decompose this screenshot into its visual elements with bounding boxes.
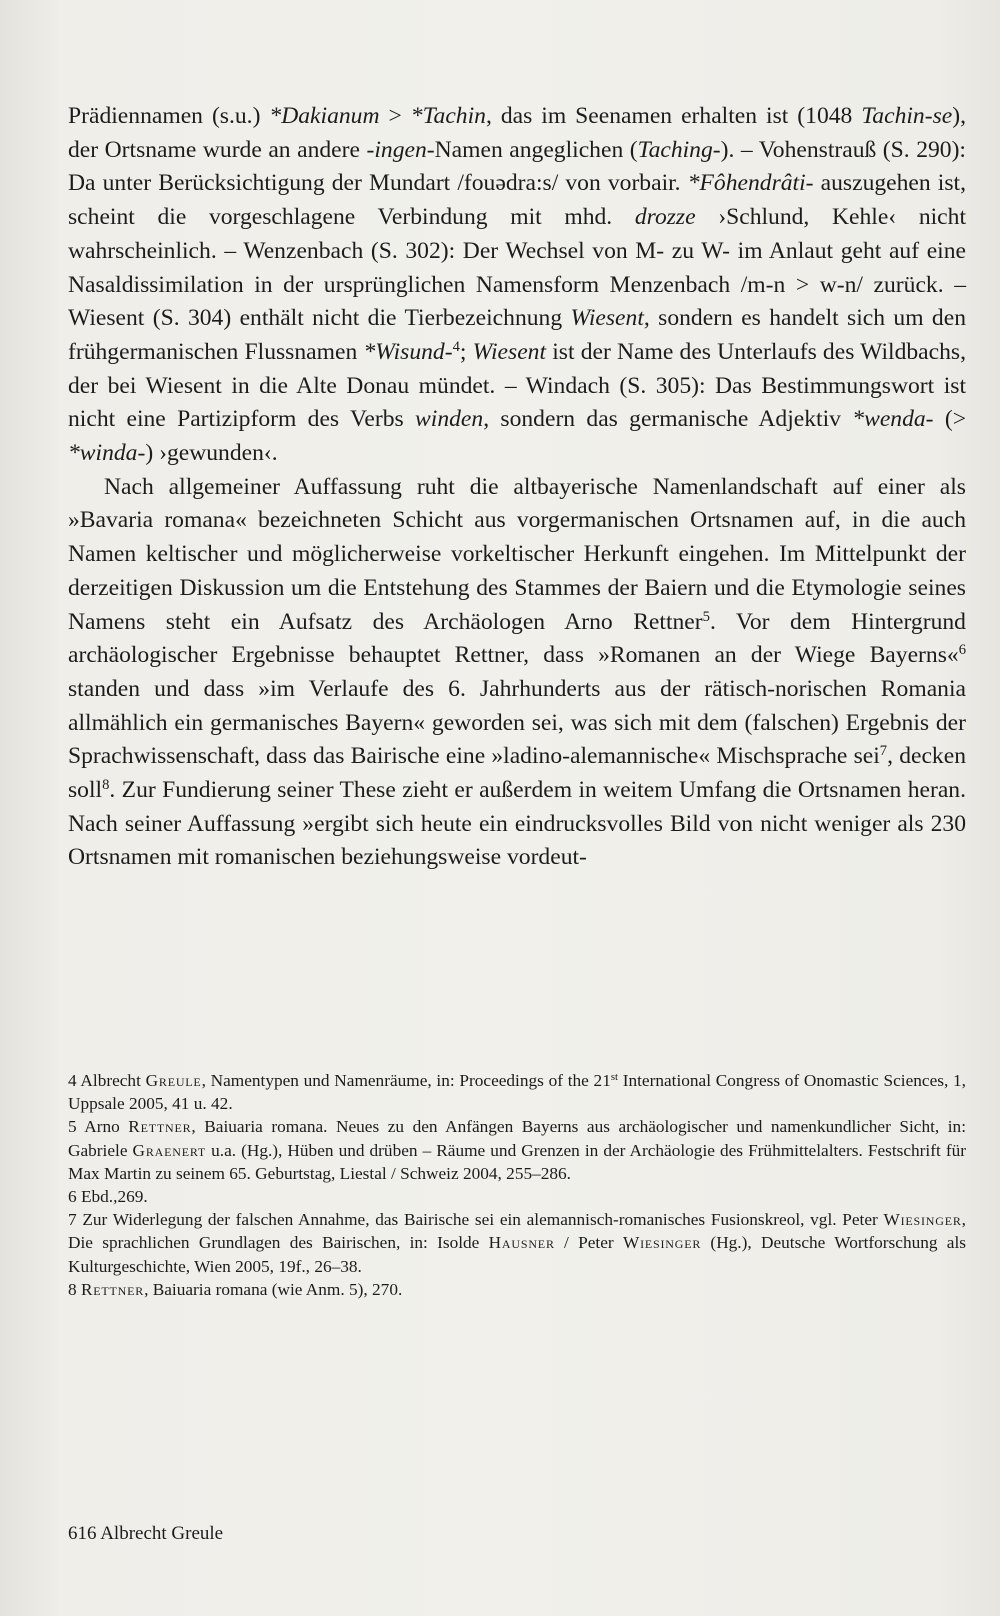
- text-run: >: [379, 103, 411, 129]
- text-run: 7 Zur Widerlegung der falschen Annahme, das Bairische sei ein alemannisch-romanisches Fusionskreol, vgl. Peter: [68, 1210, 884, 1230]
- ordinal-suffix: st: [610, 1071, 618, 1084]
- footnote-ref-5: 5: [702, 608, 710, 625]
- author-name: Wiesinger: [622, 1233, 702, 1253]
- main-text: [68, 100, 966, 875]
- text-run: u.a. (Hg.), Hüben und drüben – Räume und Grenzen in der Archäologie des Frühmittelalters. Festschrift für Max Martin zu seinem 65. Geburtstag, Liestal / Schweiz 2004, 255–286.: [68, 1140, 966, 1183]
- text-run: ›Schlund, Kehle‹ nicht wahrscheinlich. – Wenzenbach (S. 302): Der Wechsel von M- zu W- im Anlaut geht auf eine Nasaldissimilation in der ursprünglichen Namensform Menzenbach /m-n > w-n/ zurück. – Wiesent (S. 304) enthält nicht die Tierbezeichnung: [68, 204, 967, 332]
- italic-term: Tachin-se: [861, 103, 953, 129]
- paragraph-2: [68, 471, 966, 875]
- author-name: Greule: [145, 1071, 202, 1090]
- text-run: ), der Ortsname wurde an andere: [68, 103, 966, 163]
- text-run: 8: [68, 1279, 81, 1299]
- text-run: , das im Seenamen erhalten ist (1048: [485, 103, 862, 129]
- text-run: , sondern es handelt sich um den frühgermanischen Flussnamen: [68, 305, 966, 365]
- italic-term: *winda-: [68, 440, 146, 467]
- text-run: ;: [459, 338, 473, 365]
- italic-term: *Tachin: [410, 103, 486, 129]
- italic-term: Wiesent: [570, 305, 644, 332]
- author-name: Rettner: [128, 1117, 192, 1137]
- text-run: International Congress of Onomastic Sciences, 1, Uppsale 2005, 41 u. 42.: [68, 1071, 966, 1114]
- text-run: standen und dass »im Verlaufe des 6. Jahrhunderts aus der rätisch-norischen Romania allmählich ein germanisches Bayern« geworden sei, was sich mit dem (falschen) Ergebnis der Sprachwissenschaft, dass das Bairische eine »ladino-alemannische« Mischsprache sei: [68, 675, 966, 770]
- italic-term: drozze: [634, 204, 696, 231]
- text-run: 5 Arno: [68, 1117, 129, 1137]
- text-run: , decken soll: [68, 743, 966, 804]
- footnote-ref-7: 7: [879, 743, 888, 760]
- text-run: . Zur Fundierung seiner These zieht er außerdem in weitem Umfang die Ortsnamen heran. Nach seiner Auffassung »ergibt sich heute ein eindrucksvolles Bild von nicht weniger als 230 Ortsnamen mit romanischen beziehungsweise vordeut-: [68, 777, 966, 871]
- text-run: ) ›gewunden‹.: [145, 440, 278, 467]
- footnote-ref-8: 8: [102, 777, 110, 794]
- text-run: -Namen angeglichen (: [426, 136, 638, 163]
- italic-term: *Wisund-: [363, 338, 453, 365]
- text-run: Nach allgemeiner Auffassung ruht die altbayerische Namenlandschaft auf einer als »Bavaria romana« bezeichneten Schicht aus vorgermanischen Ortsnamen auf, in die auch Namen keltischer und möglicherweise vorkeltischer Herkunft eingehen. Im Mittelpunkt der derzeitigen Diskussion um die Entstehung des Stammes der Baiern und die Etymologie seines Namens steht ein Aufsatz des Archäologen Arno Rettner: [68, 473, 966, 635]
- footnote-5: [68, 1115, 966, 1185]
- text-run: , Die sprachlichen Grundlagen des Bairischen, in: Isolde: [68, 1210, 966, 1253]
- author-name: Wiesinger: [883, 1210, 962, 1230]
- paragraph-1: [68, 100, 966, 471]
- italic-term: *wenda-: [852, 406, 934, 433]
- text-run: 6 Ebd.,269.: [68, 1187, 148, 1207]
- text-run: (>: [933, 406, 967, 433]
- page-footer: [68, 1522, 223, 1546]
- text-run: ). – Vohenstrauß (S. 290): Da unter Berücksichtigung der Mundart /fouədra:s/ von vorbair.: [68, 136, 966, 197]
- text-run: 4 Albrecht: [68, 1071, 146, 1090]
- text-run: / Peter: [554, 1233, 623, 1253]
- italic-term: *Fôhendrâti-: [687, 170, 814, 197]
- text-run: (Hg.), Deutsche Wortforschung als Kulturgeschichte, Wien 2005, 19f., 26–38.: [68, 1233, 966, 1276]
- page-number: 616: [68, 1523, 97, 1544]
- footnote-4: [68, 1069, 966, 1115]
- italic-term: -ingen: [366, 136, 427, 163]
- footnote-ref-4: 4: [452, 338, 460, 355]
- text-run: auszugehen ist, scheint die vorgeschlagene Verbindung mit mhd.: [68, 170, 966, 231]
- text-run: , Namentypen und Namenräume, in: Proceedings of the 21: [201, 1071, 611, 1090]
- text-run: , Baiuaria romana. Neues zu den Anfängen Bayerns aus archäologischer und namenkundlicher Sicht, in: Gabriele: [68, 1117, 967, 1160]
- running-author: Albrecht Greule: [100, 1523, 224, 1544]
- author-name: Graenert: [132, 1140, 207, 1160]
- footnote-ref-6: 6: [958, 642, 966, 659]
- italic-term: Taching-: [637, 136, 721, 163]
- footnotes: [68, 1069, 966, 1301]
- footnote-7: [68, 1208, 966, 1278]
- text-run: . Vor dem Hintergrund archäologischer Ergebnisse behauptet Rettner, dass »Romanen an der Wiege Bayerns«: [68, 608, 966, 669]
- italic-term: *Dakianum: [269, 103, 380, 129]
- author-name: Rettner: [80, 1279, 145, 1299]
- text-run: Prädiennamen (s.u.): [68, 103, 270, 129]
- author-name: Hausner: [488, 1233, 555, 1253]
- text-run: ist der Name des Unterlaufs des Wildbachs, der bei Wiesent in die Alte Donau mündet. – Windach (S. 305): Das Bestimmungswort ist nicht eine Partizipform des Verbs: [68, 338, 966, 433]
- text-run: , sondern das germanische Adjektiv: [483, 406, 853, 433]
- footnote-6: [68, 1185, 966, 1208]
- text-run: , Baiuaria romana (wie Anm. 5), 270.: [144, 1279, 403, 1299]
- italic-term: winden: [415, 406, 484, 433]
- italic-term: Wiesent: [472, 338, 547, 365]
- footnote-8: [68, 1278, 966, 1301]
